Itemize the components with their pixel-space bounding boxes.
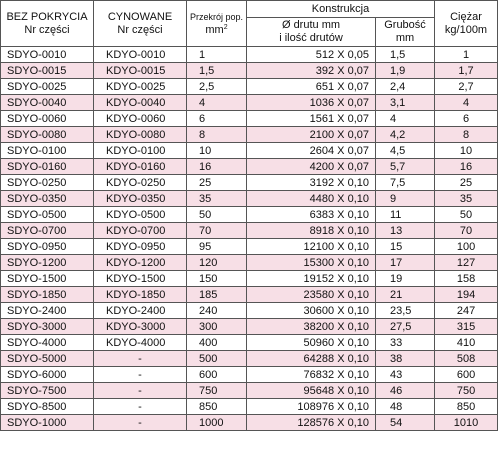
cell-bez-pokrycia-nr: SDYO-0060: [1, 111, 94, 127]
cell-cynowane-nr: KDYO-1200: [94, 255, 187, 271]
cell-bez-pokrycia-nr: SDYO-5000: [1, 351, 94, 367]
cell-grubosc-value: 43: [376, 367, 435, 383]
header-przekroj-label: Przekrój pop.: [189, 11, 244, 22]
table-row: [1, 303, 498, 319]
cell-bez-pokrycia-nr: SDYO-0080: [1, 127, 94, 143]
cell-drut-value: 50960 X 0,10: [247, 335, 376, 351]
cell-bez-pokrycia-nr: SDYO-0160: [1, 159, 94, 175]
cell-cynowane-nr: -: [94, 351, 187, 367]
cell-przekroj-value: 240: [187, 303, 247, 319]
cell-ciezar-value: 194: [435, 287, 498, 303]
cell-drut-value: 12100 X 0,10: [247, 239, 376, 255]
table-row: [1, 255, 498, 271]
cell-ciezar-value: 247: [435, 303, 498, 319]
cell-bez-pokrycia-nr: SDYO-0010: [1, 47, 94, 63]
cell-przekroj-value: 35: [187, 191, 247, 207]
cell-bez-pokrycia-nr: SDYO-0040: [1, 95, 94, 111]
cell-przekroj-value: 70: [187, 223, 247, 239]
cell-cynowane-nr: KDYO-3000: [94, 319, 187, 335]
cell-cynowane-nr: KDYO-0700: [94, 223, 187, 239]
cell-cynowane-nr: KDYO-4000: [94, 335, 187, 351]
cell-ciezar-value: 10: [435, 143, 498, 159]
header-cynowane-line1: CYNOWANE: [107, 10, 173, 23]
header-bez-pokrycia-line2: Nr części: [24, 23, 70, 36]
cell-grubosc-value: 4: [376, 111, 435, 127]
table-row: [1, 223, 498, 239]
cell-bez-pokrycia-nr: SDYO-4000: [1, 335, 94, 351]
table-row: [1, 335, 498, 351]
cell-bez-pokrycia-nr: SDYO-0025: [1, 79, 94, 95]
table-row: [1, 383, 498, 399]
cell-grubosc-value: 15: [376, 239, 435, 255]
cell-przekroj-value: 10: [187, 143, 247, 159]
cell-ciezar-value: 1010: [435, 415, 498, 431]
cell-drut-value: 64288 X 0,10: [247, 351, 376, 367]
cell-grubosc-value: 1,5: [376, 47, 435, 63]
header-drut-line1: Ø drutu mm: [281, 19, 341, 31]
header-przekroj: [187, 1, 247, 47]
cell-przekroj-value: 850: [187, 399, 247, 415]
cell-grubosc-value: 19: [376, 271, 435, 287]
cell-bez-pokrycia-nr: SDYO-1200: [1, 255, 94, 271]
cell-przekroj-value: 1: [187, 47, 247, 63]
cell-grubosc-value: 33: [376, 335, 435, 351]
cell-grubosc-value: 27,5: [376, 319, 435, 335]
cell-drut-value: 76832 X 0,10: [247, 367, 376, 383]
cell-bez-pokrycia-nr: SDYO-2400: [1, 303, 94, 319]
cell-drut-value: 30600 X 0,10: [247, 303, 376, 319]
cell-grubosc-value: 11: [376, 207, 435, 223]
cell-bez-pokrycia-nr: SDYO-3000: [1, 319, 94, 335]
header-ciezar-line1: Ciężar: [450, 10, 482, 23]
table-row: [1, 207, 498, 223]
cell-przekroj-value: 50: [187, 207, 247, 223]
cell-cynowane-nr: -: [94, 399, 187, 415]
cell-ciezar-value: 16: [435, 159, 498, 175]
cell-ciezar-value: 1,7: [435, 63, 498, 79]
cell-przekroj-value: 150: [187, 271, 247, 287]
cell-ciezar-value: 50: [435, 207, 498, 223]
cell-bez-pokrycia-nr: SDYO-0700: [1, 223, 94, 239]
cell-grubosc-value: 23,5: [376, 303, 435, 319]
table-row: [1, 143, 498, 159]
cell-cynowane-nr: KDYO-2400: [94, 303, 187, 319]
cell-przekroj-value: 750: [187, 383, 247, 399]
cell-ciezar-value: 850: [435, 399, 498, 415]
header-przekroj-unit-sup: 2: [223, 23, 228, 31]
cell-drut-value: 128576 X 0,10: [247, 415, 376, 431]
cell-drut-value: 2604 X 0,07: [247, 143, 376, 159]
cell-ciezar-value: 35: [435, 191, 498, 207]
table-header: [1, 1, 498, 47]
cell-ciezar-value: 410: [435, 335, 498, 351]
cell-cynowane-nr: KDYO-1850: [94, 287, 187, 303]
cell-drut-value: 2100 X 0,07: [247, 127, 376, 143]
table-row: [1, 319, 498, 335]
cell-przekroj-value: 1,5: [187, 63, 247, 79]
cell-bez-pokrycia-nr: SDYO-1000: [1, 415, 94, 431]
cell-drut-value: 3192 X 0,10: [247, 175, 376, 191]
cell-drut-value: 95648 X 0,10: [247, 383, 376, 399]
table-row: [1, 95, 498, 111]
cell-przekroj-value: 300: [187, 319, 247, 335]
cell-bez-pokrycia-nr: SDYO-0500: [1, 207, 94, 223]
cell-drut-value: 6383 X 0,10: [247, 207, 376, 223]
cell-drut-value: 38200 X 0,10: [247, 319, 376, 335]
header-drut: [247, 18, 376, 47]
cell-ciezar-value: 25: [435, 175, 498, 191]
cell-cynowane-nr: KDYO-1500: [94, 271, 187, 287]
table-row: [1, 47, 498, 63]
header-ciezar-line2: kg/100m: [444, 23, 488, 36]
cell-grubosc-value: 13: [376, 223, 435, 239]
cell-ciezar-value: 8: [435, 127, 498, 143]
table-row: [1, 287, 498, 303]
cell-ciezar-value: 315: [435, 319, 498, 335]
cell-drut-value: 1036 X 0,07: [247, 95, 376, 111]
cell-cynowane-nr: -: [94, 415, 187, 431]
table-row: [1, 159, 498, 175]
table-row: [1, 175, 498, 191]
cell-bez-pokrycia-nr: SDYO-7500: [1, 383, 94, 399]
cell-cynowane-nr: KDYO-0950: [94, 239, 187, 255]
cell-cynowane-nr: KDYO-0350: [94, 191, 187, 207]
cell-ciezar-value: 70: [435, 223, 498, 239]
cell-cynowane-nr: KDYO-0250: [94, 175, 187, 191]
table-row: [1, 351, 498, 367]
cell-ciezar-value: 127: [435, 255, 498, 271]
cell-ciezar-value: 6: [435, 111, 498, 127]
cell-grubosc-value: 3,1: [376, 95, 435, 111]
cell-grubosc-value: 2,4: [376, 79, 435, 95]
cell-drut-value: 15300 X 0,10: [247, 255, 376, 271]
cell-przekroj-value: 600: [187, 367, 247, 383]
cell-cynowane-nr: KDYO-0060: [94, 111, 187, 127]
cell-grubosc-value: 54: [376, 415, 435, 431]
header-przekroj-unit-wrap: [187, 24, 246, 37]
cell-bez-pokrycia-nr: SDYO-0100: [1, 143, 94, 159]
cell-cynowane-nr: KDYO-0015: [94, 63, 187, 79]
cell-przekroj-value: 500: [187, 351, 247, 367]
cell-cynowane-nr: KDYO-0010: [94, 47, 187, 63]
cell-grubosc-value: 17: [376, 255, 435, 271]
cell-grubosc-value: 48: [376, 399, 435, 415]
cell-przekroj-value: 400: [187, 335, 247, 351]
cell-przekroj-value: 185: [187, 287, 247, 303]
header-drut-line2: i ilość drutów: [279, 32, 343, 44]
table-row: [1, 63, 498, 79]
cell-przekroj-value: 6: [187, 111, 247, 127]
cell-grubosc-value: 1,9: [376, 63, 435, 79]
cell-przekroj-value: 4: [187, 95, 247, 111]
cell-drut-value: 392 X 0,07: [247, 63, 376, 79]
cell-grubosc-value: 38: [376, 351, 435, 367]
cell-grubosc-value: 5,7: [376, 159, 435, 175]
header-konstrukcja: Konstrukcja: [247, 1, 435, 18]
cell-ciezar-value: 158: [435, 271, 498, 287]
cell-przekroj-value: 1000: [187, 415, 247, 431]
cell-drut-value: 4480 X 0,10: [247, 191, 376, 207]
cell-drut-value: 512 X 0,05: [247, 47, 376, 63]
cell-cynowane-nr: -: [94, 383, 187, 399]
cell-drut-value: 23580 X 0,10: [247, 287, 376, 303]
cell-grubosc-value: 4,5: [376, 143, 435, 159]
table-body: [1, 47, 498, 431]
table-row: [1, 271, 498, 287]
cell-cynowane-nr: KDYO-0100: [94, 143, 187, 159]
cell-bez-pokrycia-nr: SDYO-1500: [1, 271, 94, 287]
cell-przekroj-value: 95: [187, 239, 247, 255]
cell-bez-pokrycia-nr: SDYO-0350: [1, 191, 94, 207]
cell-przekroj-value: 8: [187, 127, 247, 143]
header-grubosc-line1: Grubość: [384, 19, 426, 31]
cell-bez-pokrycia-nr: SDYO-8500: [1, 399, 94, 415]
table-row: [1, 415, 498, 431]
cell-bez-pokrycia-nr: SDYO-0015: [1, 63, 94, 79]
cell-bez-pokrycia-nr: SDYO-1850: [1, 287, 94, 303]
cell-bez-pokrycia-nr: SDYO-0950: [1, 239, 94, 255]
table-row: [1, 239, 498, 255]
header-cynowane-line2: Nr części: [117, 23, 163, 36]
cell-cynowane-nr: KDYO-0500: [94, 207, 187, 223]
cell-ciezar-value: 508: [435, 351, 498, 367]
cell-grubosc-value: 46: [376, 383, 435, 399]
cell-przekroj-value: 2,5: [187, 79, 247, 95]
cell-ciezar-value: 750: [435, 383, 498, 399]
cell-cynowane-nr: -: [94, 367, 187, 383]
cell-przekroj-value: 16: [187, 159, 247, 175]
table-row: [1, 127, 498, 143]
cell-bez-pokrycia-nr: SDYO-6000: [1, 367, 94, 383]
cell-ciezar-value: 600: [435, 367, 498, 383]
cell-drut-value: 19152 X 0,10: [247, 271, 376, 287]
header-bez-pokrycia-line1: BEZ POKRYCIA: [6, 10, 88, 23]
header-cynowane: [94, 1, 187, 47]
header-bez-pokrycia: [1, 1, 94, 47]
cell-grubosc-value: 9: [376, 191, 435, 207]
cell-ciezar-value: 100: [435, 239, 498, 255]
header-grubosc-line2: mm: [395, 32, 415, 44]
cell-grubosc-value: 21: [376, 287, 435, 303]
cell-drut-value: 1561 X 0,07: [247, 111, 376, 127]
header-przekroj-unit: mm: [205, 23, 224, 36]
cell-grubosc-value: 4,2: [376, 127, 435, 143]
cell-ciezar-value: 4: [435, 95, 498, 111]
cell-grubosc-value: 7,5: [376, 175, 435, 191]
cell-bez-pokrycia-nr: SDYO-0250: [1, 175, 94, 191]
table-row: [1, 79, 498, 95]
table-row: [1, 367, 498, 383]
cell-cynowane-nr: KDYO-0080: [94, 127, 187, 143]
cell-cynowane-nr: KDYO-0025: [94, 79, 187, 95]
header-grubosc: [376, 18, 435, 47]
cell-ciezar-value: 2,7: [435, 79, 498, 95]
cell-przekroj-value: 25: [187, 175, 247, 191]
cell-drut-value: 4200 X 0,07: [247, 159, 376, 175]
table-row: [1, 191, 498, 207]
cell-cynowane-nr: KDYO-0040: [94, 95, 187, 111]
cell-drut-value: 108976 X 0,10: [247, 399, 376, 415]
cell-drut-value: 8918 X 0,10: [247, 223, 376, 239]
cell-cynowane-nr: KDYO-0160: [94, 159, 187, 175]
cell-drut-value: 651 X 0,07: [247, 79, 376, 95]
header-ciezar: [435, 1, 498, 47]
cell-przekroj-value: 120: [187, 255, 247, 271]
cell-ciezar-value: 1: [435, 47, 498, 63]
table-row: [1, 111, 498, 127]
table-row: [1, 399, 498, 415]
